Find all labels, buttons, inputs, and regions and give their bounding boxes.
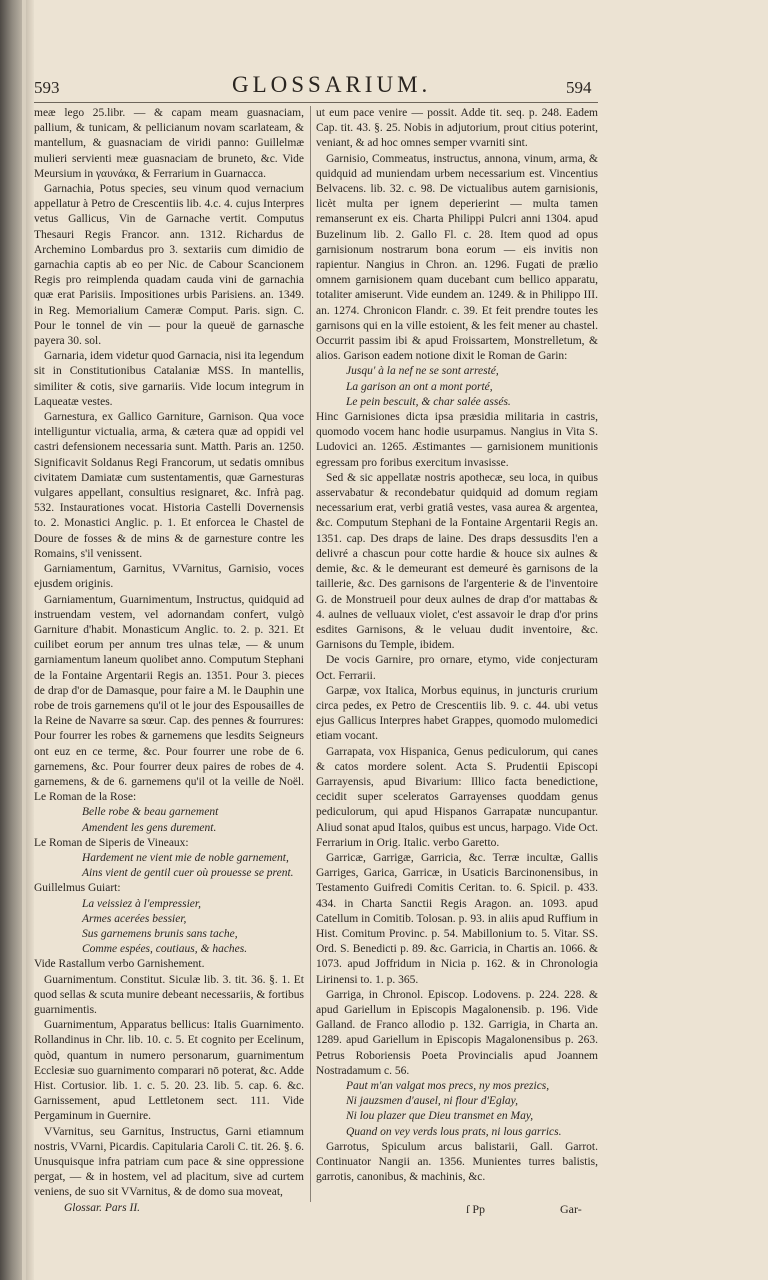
entry-garpae: Garpæ, vox Italica, Morbus equinus, in juncturis crurium circa pedes, ex Petro de Crescentiis lib. 9. c. 44. ubi vetus ejus Gallicus Interpres habet Grappes, quomodo mulomedici etiam vocant. [316,684,598,743]
right-column [316,106,598,1185]
column-divider [310,106,311,1202]
verse-line: La veissiez à l'empressier, [82,897,201,910]
catchword: Gar- [560,1202,582,1216]
entry-garrapata: Garrapata, vox Hispanica, Genus pediculorum, qui canes & catos mordere solent. Acta S. Prudentii Episcopi Garrayensis, apud Bivarium: Illico facta benedictione, cecidit super sceleratos Garrayenses quoddam genus pediculorum, qui apud Hispanos Garrapatæ nuncupantur. Aliud sonat apud Italos, quibus est uncus, harpago. Vide Oct. Ferrarium in Orig. Italic. verbo Garetto. [316,745,598,849]
entry-garricae: Garricæ, Garrigæ, Garricia, &c. Terræ incultæ, Gallis Garriges, Garica, Garricæ, in Usaticis Barcinonensibus, in Testamento Guifredi Comitis Ceritan. to. 6. Spicil. p. 433. 434. in Charta Sanctii Regis Aragon. an. 1093. apud Catellum in Comitib. Tolosan. p. 93. in aliis apud Ruffium in Hist. Comitum Provinc. p. 54. Mabillonium to. 5. Vitar. SS. Ord. S. Benedicti p. 89. &c. Garricia, in Chartis an. 1066. & 1073. apud Joffridum in Nicia p. 162. & in Chronologia Lirinensi to. 1. p. 365. [316,851,598,986]
verse-line: Amendent les gens durement. [82,821,217,834]
signature-line: Glossar. Pars II. [64,1201,141,1214]
verse-line: Paut m'an valgat mos precs, ny mos prezics, [346,1080,550,1092]
verse-line: Ni lou plazer que Dieu transmet en May, [346,1110,534,1123]
page-number-left: 593 [34,78,60,97]
verse-line: Quand on vey verds lous prats, ni lous garrics. [346,1125,562,1138]
verse-line: Comme espées, coutiaus, & haches. [82,943,248,956]
verse-line: La garison an ont a mont porté, [346,380,493,393]
entry-garrotus: Garrotus, Spiculum arcus balistarii, Gall. Garrot. Continuator Nangii an. 1356. Munientes turres balistis, garrotis, canonibus, & machinis, &c. [316,1140,598,1184]
paragraph: Guarnimentum, Apparatus bellicus: Italis Guarnimento. Rollandinus in Chr. lib. 10. c. 5. Et cognito per Ecelinum, quòd, quantum in numero personarum, guarnimentum Ecclesiæ suo guarnimento comparari nō poterat, &c. Adde Hist. Cortusior. lib. 1. c. 5. 20. 23. lib. 5. cap. 6. &c. Garnissement, apud Lettletonem sect. 111. Vide Pergaminum in Guernire. [34,1019,304,1123]
entry-garnaria: Garnaria, idem videtur quod Garnacia, nisi ita legendum sit in Constitutionibus Catalaniæ MSS. In mantellis, similiter & cotis, sive garnariis. Vide locum integrum in Laqueatæ vestes. [34,350,304,408]
paragraph: Vide Rastallum verbo Garnishement. [34,958,205,971]
verse-line: Ni jauzsmen d'ausel, ni flour d'Eglay, [346,1095,518,1108]
entry-garriga: Garriga, in Chronol. Episcop. Lodovens. p. 224. 228. & apud Gariellum in Episcopis Magalonensib. p. 196. Vide Galland. de Franco allodio p. 132. Garrigia, in Charta an. 1289. apud Gariellum in Episcopis Magalonensibus p. 263. Petrus Roboriensis Poeta Provincialis apud Joannem Nostradamum c. 56. [316,988,598,1077]
verse-line: Hardement ne vient mie de noble garnement, [82,851,289,864]
verse-line: Armes acerées bessier, [82,912,187,925]
entry-vvarnitus: VVarnitus, seu Garnitus, Instructus, Garni etiamnum nostris, VVarni, Picardis. Capitularia Caroli C. tit. 26. §. 6. Unusquisque infra patriam cum pace & sine oppressione pergat, — & in hostem, vel ad placitum, sive ad curtem veniens, de suo sit VVarnitus, & de domo sua moveat, [34,1125,304,1199]
paragraph: Garniamentum, Guarnimentum, Instructus, quidquid ad instruendam vestem, vel adornandam confert, vulgò Garniture d'habit. Monasticum Anglic. to. 2. p. 321. Et cuilibet eorum per annum tres ulnas telæ, — & unum garniamentum laneum quolibet anno. Computum Stephani de la Fontaine Argentarii Regis an. 1351. Pour 3. pieces de drap d'or de Damasque, pour faire a M. le Dauphin une robe de trois garnemens qu'il ot le jour des Espousailles de la Reine de Navarre sa sœur. Cap. des pennes & fourrures: Pour fourrer les robes & garnemens que lesdits Seigneurs ont euz en ce terme, &c. Pour fourrer une robe de 6. garnemens, &c. Pour fourrer deux paires de robes de 4. garnemens, & de 6. garnemens qu'il ot la veille de Noël. Le Roman de la Rose: [34,593,304,804]
header-rule [34,102,598,103]
entry-garniamentum: Garniamentum, Garnitus, VVarnitus, Garnisio, voces ejusdem originis. [34,563,304,591]
book-gutter [0,0,34,1280]
paragraph: Hinc Garnisiones dicta ipsa præsidia militaria in castris, quomodo vocem hanc hodie usurpamus. Nangius in Vita S. Ludovici an. 1265. Æstimantes — garnisionem munitionis egressam pro foribus exercitum invasisse. [316,411,598,469]
paragraph: Sed & sic appellatæ nostris apothecæ, seu loca, in quibus asservabatur & recondebatur quidquid ad domum regiam necessarium erat, verbi gratiâ vestes, vasa aurea & argentea, &c. Computum Stephani de la Fontaine Argentarii Regis an. 1351. cap. Des draps de laine. Des draps dessusdits l'en a delivré a chascun pour cotte hardie & houce six aulnes & demie, &c. & le demeurant est demeuré ès garnisons de la taillerie, &c. Des garnisons de l'argenterie & de l'inventoire G. de Monstrueil pour deux aulnes de drap d'or mattabas & 4. aulnes de velluaux violet, c'est assavoir le drap d'or prins esdites Garnisons, & le veluau dudit inventoire, &c. Garnisons du Temple, ibidem. [316,471,598,652]
verse-line: Jusqu' à la nef ne se sont arresté, [346,365,499,378]
verse-line: Belle robe & beau garnement [82,806,219,819]
verse-line: Ains vient de gentil cuer où prouesse se prent. [82,867,294,880]
page-edge [22,0,26,1280]
signature-mark: ſ Pp [466,1202,486,1216]
page-number-right: 594 [566,78,592,97]
verse-line: Le pein bescuit, & char salée assés. [346,395,511,408]
paragraph: De vocis Garnire, pro ornare, etymo, vide conjecturam Oct. Ferrarii. [316,654,598,682]
paragraph: Guillelmus Guiart: [34,882,121,895]
left-column [34,106,304,1216]
entry-garnestura: Garnestura, ex Gallico Garniture, Garnison. Qua voce intelliguntur victualia, arma, & cætera quæ ad oppidi vel castri defensionem necessaria sunt. Matth. Paris an. 1250. Significavit Soldanus Regi Francorum, ut sedatis omnibus civitatem Damiatæ cum sustentamentis, quæ Garnesturas vulgares appellant, consultius resignaret, &c. Infrà pag. 532. Instaurationes vocat. Historia Castelli Dovernensis to. 2. Monastici Anglic. p. 1. Et enforcea le Chastel de Doure de fosses & de mins & de garnesture contre les Romains, s'il venissent. [34,411,304,560]
paragraph: Guarnimentum. Constitut. Siculæ lib. 3. tit. 36. §. 1. Et quod sellas & scuta munire debeant necessariis, & fortibus guarnimentis. [34,973,304,1016]
entry-garnachia: Garnachia, Potus species, seu vinum quod vernacium appellatur à Petro de Crescentiis lib. 4.c. 4. cujus Interpres vetus Gallicus, Vin de Garnache vertit. Computus Thesauri Regis Francor. ann. 1312. Richardus de Archemino Lombardus pro 3. sextariis cum dimidio de garnachia captis ab eo per Nic. de Cabour Scancionem Regis pro reimplenda quadam cauda vini de garnachia quæ erat Parisiis. Impositiones urbis Parisiens. an. 1349. in Reg. Memorialium Cameræ Comput. Paris. sign. C. Pour le tonnel de vin — pour la queuë de garnasche payera 30. sol. [34,183,304,348]
running-title: GLOSSARIUM. [232,72,432,97]
paragraph: meæ lego 25.libr. — & capam meam guasnaciam, pallium, & tunicam, & pellicianum novam scarlateam, & mantellum, & guasnaciam de viridi panno: Guillelmæ mulieri servienti meæ guasnaciam de bruneto, &c. Vide Meursium in γαυνάκα, & Ferrarium in Guarnacca. [34,107,304,180]
paragraph: Le Roman de Siperis de Vineaux: [34,836,189,849]
verse-line: Sus garnemens brunis sans tache, [82,927,238,940]
paragraph: ut eum pace venire — possit. Adde tit. seq. p. 248. Eadem Cap. tit. 43. §. 25. Nobis in adjutorium, prout citius poterint, veniant, & ad hoc omnes semper vvarniti sint. [316,107,598,150]
entry-garnisio: Garnisio, Commeatus, instructus, annona, vinum, arma, & quidquid ad muniendam urbem necessarium est. Vincentius Belvacens. lib. 32. c. 98. De victualibus autem garnisionis, licèt multa per ignem deperierint — multa tamen remanserunt ex eis. Charta Philippi Pulcri anni 1304. apud Buzelinum lib. 2. Gallo Fl. c. 28. Item quod ad opus garnisionum nostrarum bona eorum — eis invitis non rapientur. Nangius in Chron. an. 1296. Fugati de prælio omnem garnisionem quam ducebant cum bellico apparatu, totaliter amiserunt. Vide eundem an. 1249. & in Philippo III. an. 1274. Chronicon Flandr. c. 39. Et feit prendre toutes les garnisons qui en la ville estoient, & les feit mener au chastel. Occurrit passim ibi & apud Froissartem, Monstrelletum, & alios. Garison eadem notione dixit le Roman de Garin: [316,152,598,363]
